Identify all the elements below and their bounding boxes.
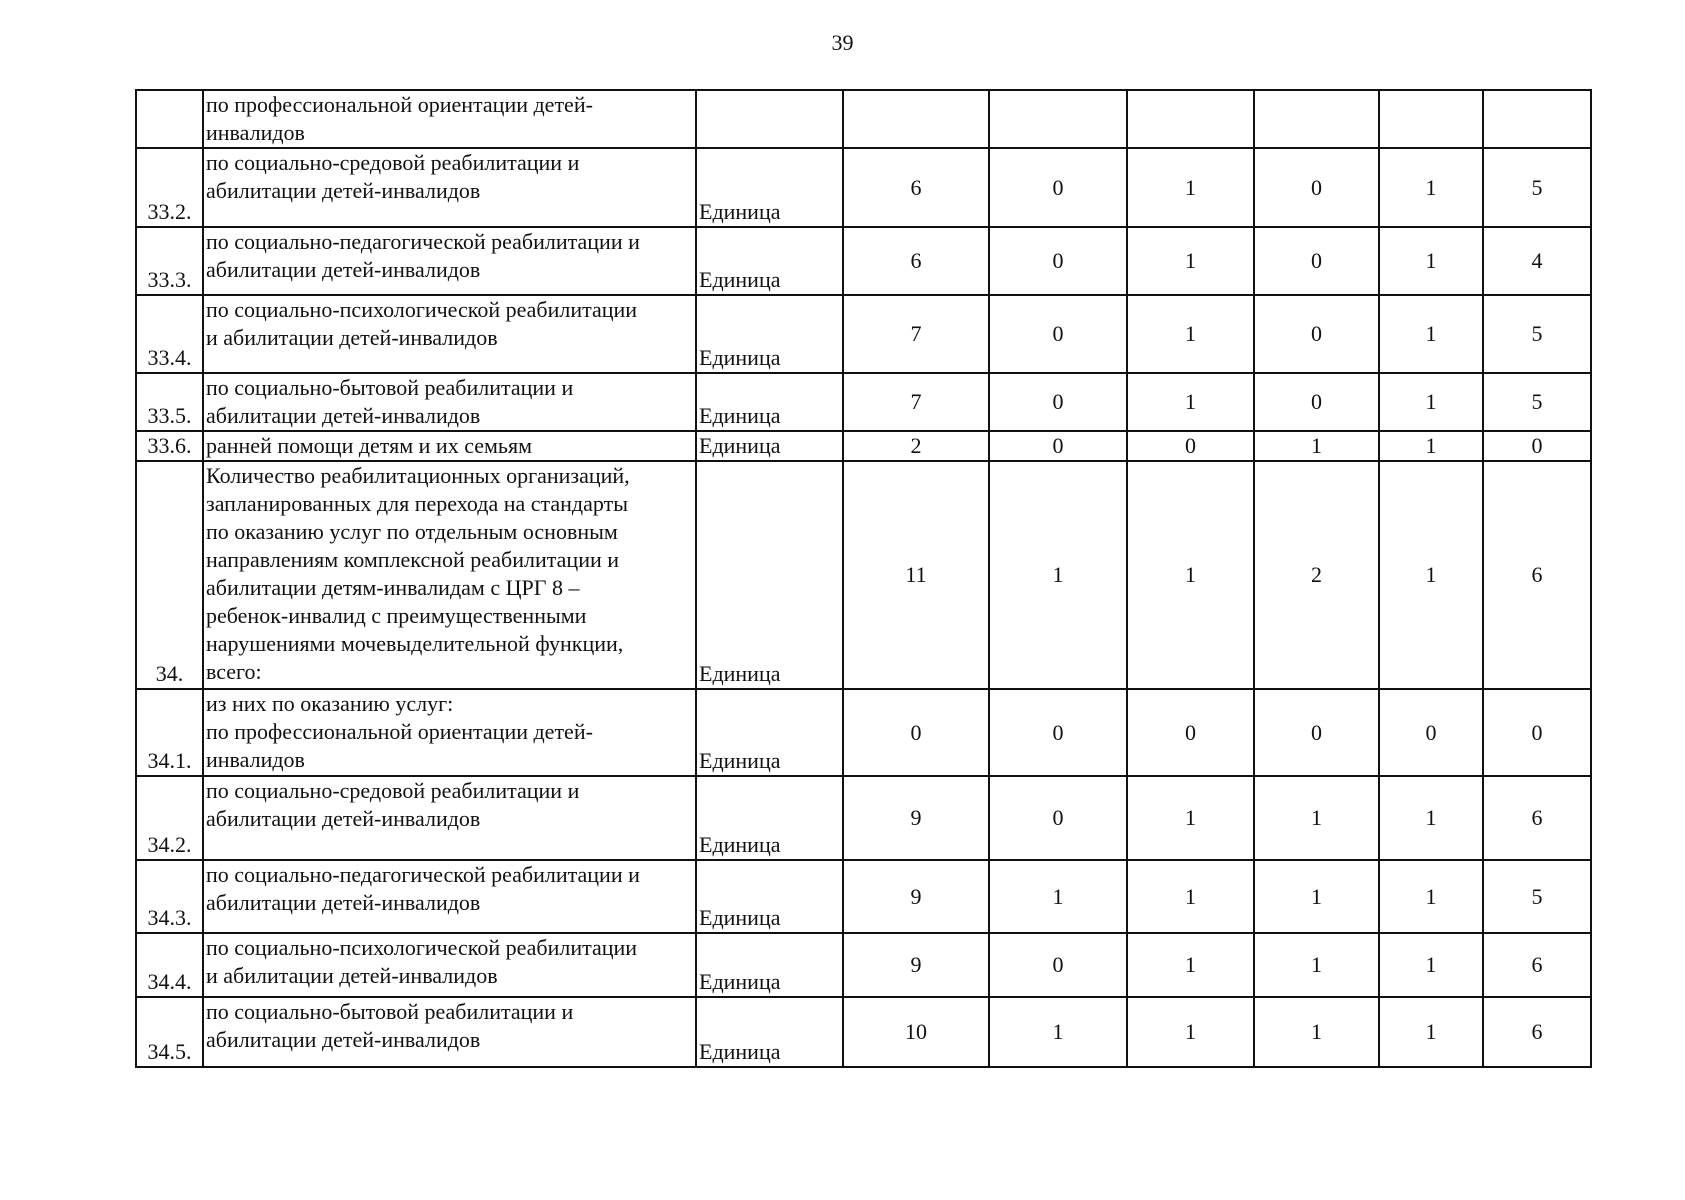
description-line: абилитации детей-инвалидов (206, 257, 481, 282)
unit-cell: Единица (696, 295, 843, 373)
value-cell: 0 (1483, 431, 1591, 461)
value-cell: 1 (1379, 860, 1483, 933)
value-cell: 1 (1379, 461, 1483, 689)
value-cell: 0 (989, 933, 1127, 997)
value-cell: 1 (989, 461, 1127, 689)
value-cell (989, 90, 1127, 148)
value-cell: 0 (989, 227, 1127, 295)
description-cell (203, 373, 696, 431)
value-cell: 5 (1483, 295, 1591, 373)
table-row (136, 461, 1591, 689)
page-number: 39 (831, 30, 854, 55)
table-row (136, 776, 1591, 860)
description-line: по социально-средовой реабилитации и (206, 150, 580, 175)
description-line: по социально-бытовой реабилитации и (206, 999, 574, 1024)
unit-cell: Единица (696, 997, 843, 1067)
row-number-cell: 34.3. (136, 860, 203, 933)
description-line: ранней помощи детям и их семьям (206, 433, 533, 458)
value-cell: 1 (1127, 997, 1254, 1067)
description-cell (203, 933, 696, 997)
value-cell: 1 (1127, 461, 1254, 689)
description-cell (203, 295, 696, 373)
value-cell: 1 (1127, 148, 1254, 227)
row-number-cell: 33.3. (136, 227, 203, 295)
table-body (136, 90, 1591, 1067)
description-line: инвалидов (206, 120, 305, 145)
value-cell: 0 (1254, 295, 1379, 373)
description-line: абилитации детям-инвалидам с ЦРГ 8 – (206, 575, 580, 600)
description-line: по социально-педагогической реабилитации и (206, 862, 640, 887)
value-cell: 11 (843, 461, 989, 689)
description-cell (203, 431, 696, 461)
description-line: абилитации детей-инвалидов (206, 403, 481, 428)
description-cell (203, 689, 696, 776)
value-cell: 0 (1254, 227, 1379, 295)
description-line: по социально-бытовой реабилитации и (206, 375, 574, 400)
description-line: нарушениями мочевыделительной функции, (206, 631, 624, 656)
value-cell: 0 (1254, 689, 1379, 776)
value-cell: 1 (1254, 431, 1379, 461)
description-line: по профессиональной ориентации детей- (206, 719, 593, 744)
value-cell: 9 (843, 860, 989, 933)
unit-cell: Единица (696, 461, 843, 689)
description-line: и абилитации детей-инвалидов (206, 325, 498, 350)
value-cell: 0 (1483, 689, 1591, 776)
table-row (136, 295, 1591, 373)
description-line: ребенок-инвалид с преимущественными (206, 603, 587, 628)
unit-cell (696, 90, 843, 148)
value-cell: 1 (1254, 776, 1379, 860)
row-number-cell: 34.4. (136, 933, 203, 997)
description-line: по социально-психологической реабилитации (206, 297, 638, 322)
value-cell: 1 (1379, 997, 1483, 1067)
value-cell: 6 (1483, 933, 1591, 997)
value-cell: 6 (1483, 776, 1591, 860)
value-cell: 1 (989, 860, 1127, 933)
table-row (136, 431, 1591, 461)
table-row (136, 860, 1591, 933)
unit-cell: Единица (696, 373, 843, 431)
unit-cell: Единица (696, 860, 843, 933)
table-row (136, 148, 1591, 227)
value-cell: 5 (1483, 860, 1591, 933)
description-cell (203, 148, 696, 227)
value-cell: 2 (843, 431, 989, 461)
value-cell: 1 (1127, 227, 1254, 295)
unit-cell: Единица (696, 431, 843, 461)
value-cell: 1 (1127, 860, 1254, 933)
description-line: по социально-психологической реабилитации (206, 935, 638, 960)
row-number-cell (136, 90, 203, 148)
value-cell: 1 (1254, 860, 1379, 933)
row-number-cell: 33.2. (136, 148, 203, 227)
row-number-cell: 34. (136, 461, 203, 689)
value-cell: 1 (1379, 148, 1483, 227)
unit-cell: Единица (696, 689, 843, 776)
value-cell: 0 (989, 148, 1127, 227)
description-line: по социально-педагогической реабилитации и (206, 229, 640, 254)
value-cell: 0 (1127, 431, 1254, 461)
table-row (136, 689, 1591, 776)
description-line: Количество реабилитационных организаций, (206, 463, 630, 488)
value-cell: 9 (843, 933, 989, 997)
unit-cell: Единица (696, 148, 843, 227)
value-cell (1483, 90, 1591, 148)
row-number-cell: 33.5. (136, 373, 203, 431)
description-line: всего: (206, 659, 262, 684)
description-cell (203, 997, 696, 1067)
value-cell: 6 (843, 227, 989, 295)
unit-cell: Единица (696, 933, 843, 997)
value-cell (1127, 90, 1254, 148)
value-cell: 10 (843, 997, 989, 1067)
value-cell: 0 (989, 776, 1127, 860)
value-cell: 0 (1254, 148, 1379, 227)
description-cell (203, 227, 696, 295)
value-cell: 6 (1483, 997, 1591, 1067)
value-cell: 0 (989, 295, 1127, 373)
value-cell: 1 (1254, 933, 1379, 997)
description-line: по профессиональной ориентации детей- (206, 92, 593, 117)
description-line: абилитации детей-инвалидов (206, 890, 481, 915)
value-cell: 1 (1379, 933, 1483, 997)
value-cell: 0 (1379, 689, 1483, 776)
table-row (136, 90, 1591, 148)
description-line: инвалидов (206, 747, 305, 772)
value-cell: 5 (1483, 373, 1591, 431)
value-cell: 0 (989, 373, 1127, 431)
value-cell: 7 (843, 295, 989, 373)
value-cell (843, 90, 989, 148)
table-row (136, 997, 1591, 1067)
value-cell: 4 (1483, 227, 1591, 295)
value-cell: 0 (843, 689, 989, 776)
row-number-cell: 34.5. (136, 997, 203, 1067)
indicators-table (135, 89, 1592, 1068)
description-line: по социально-средовой реабилитации и (206, 778, 580, 803)
description-line: запланированных для перехода на стандарты (206, 491, 628, 516)
description-cell (203, 461, 696, 689)
value-cell: 6 (1483, 461, 1591, 689)
value-cell: 7 (843, 373, 989, 431)
table-row (136, 373, 1591, 431)
value-cell: 1 (1379, 776, 1483, 860)
value-cell: 5 (1483, 148, 1591, 227)
value-cell: 1 (1254, 997, 1379, 1067)
value-cell: 6 (843, 148, 989, 227)
row-number-cell: 34.2. (136, 776, 203, 860)
description-cell (203, 90, 696, 148)
description-cell (203, 860, 696, 933)
description-line: по оказанию услуг по отдельным основным (206, 519, 618, 544)
value-cell: 0 (1254, 373, 1379, 431)
description-cell (203, 776, 696, 860)
description-line: абилитации детей-инвалидов (206, 806, 481, 831)
value-cell: 1 (1127, 373, 1254, 431)
table-row (136, 227, 1591, 295)
row-number-cell: 34.1. (136, 689, 203, 776)
value-cell: 1 (1127, 295, 1254, 373)
value-cell: 1 (1379, 373, 1483, 431)
row-number-cell: 33.4. (136, 295, 203, 373)
value-cell: 0 (989, 689, 1127, 776)
value-cell (1379, 90, 1483, 148)
description-line: абилитации детей-инвалидов (206, 178, 481, 203)
description-line: и абилитации детей-инвалидов (206, 963, 498, 988)
value-cell: 2 (1254, 461, 1379, 689)
value-cell: 1 (1127, 933, 1254, 997)
unit-cell: Единица (696, 227, 843, 295)
value-cell: 1 (989, 997, 1127, 1067)
value-cell: 1 (1379, 227, 1483, 295)
value-cell: 9 (843, 776, 989, 860)
value-cell (1254, 90, 1379, 148)
description-line: направлениям комплексной реабилитации и (206, 547, 620, 572)
table-row (136, 933, 1591, 997)
description-line: абилитации детей-инвалидов (206, 1027, 481, 1052)
value-cell: 0 (1127, 689, 1254, 776)
unit-cell: Единица (696, 776, 843, 860)
value-cell: 0 (989, 431, 1127, 461)
row-number-cell: 33.6. (136, 431, 203, 461)
description-line: из них по оказанию услуг: (206, 691, 454, 716)
value-cell: 1 (1379, 295, 1483, 373)
value-cell: 1 (1127, 776, 1254, 860)
value-cell: 1 (1379, 431, 1483, 461)
